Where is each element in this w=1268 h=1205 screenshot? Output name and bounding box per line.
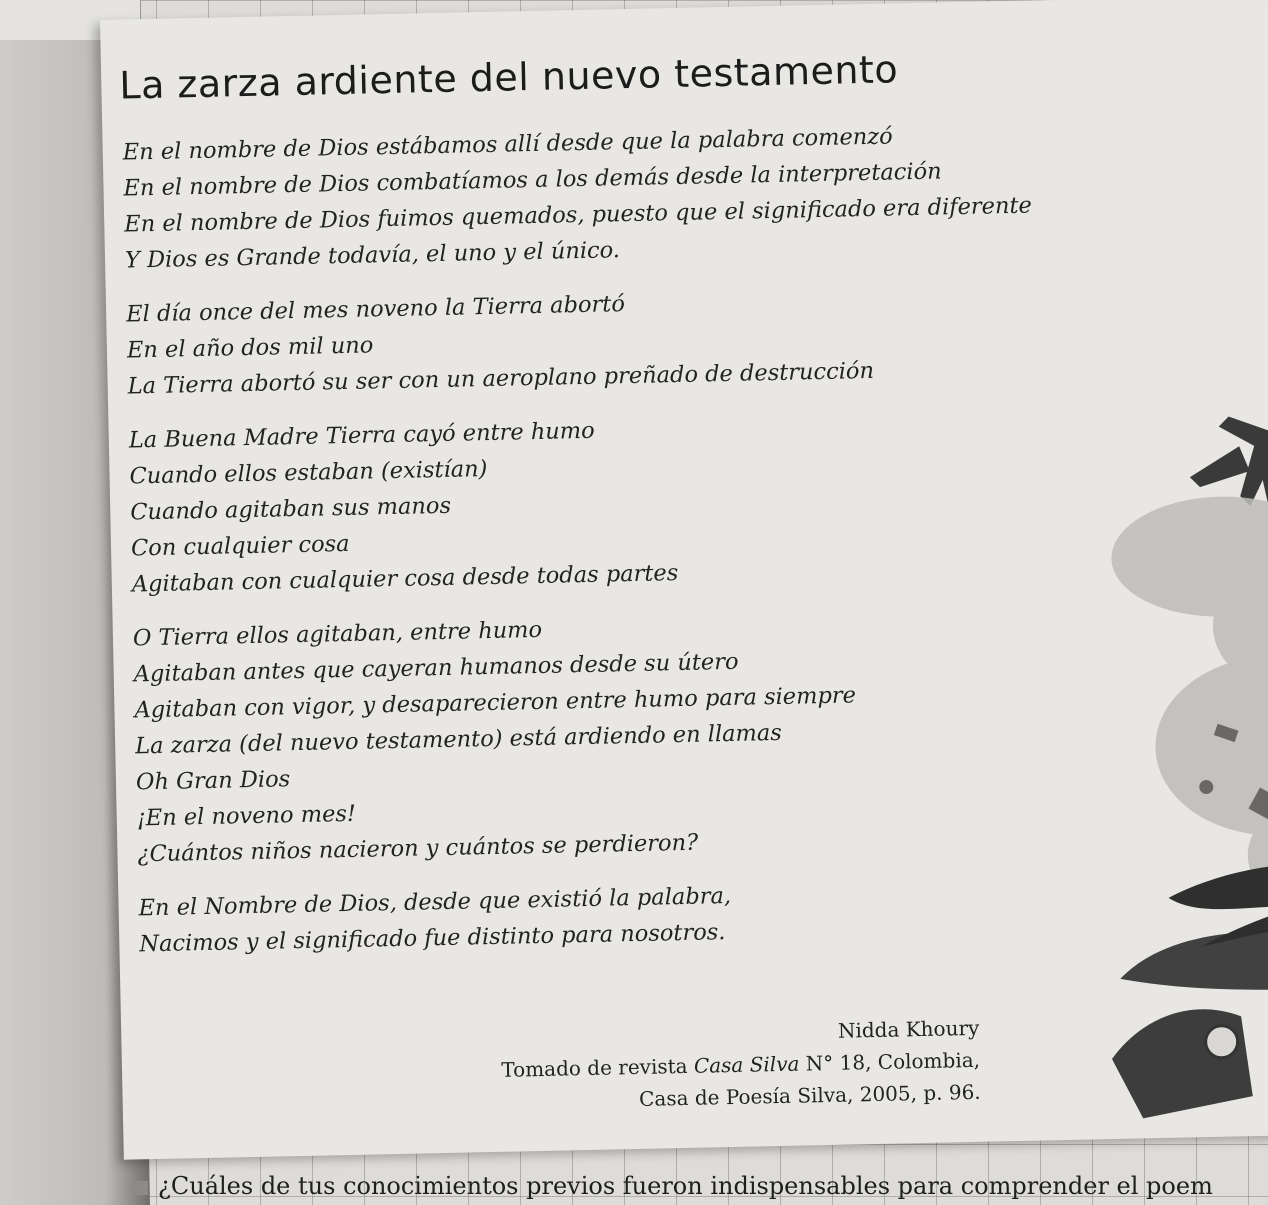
poem-line: En el nombre de Dios estábamos allí desde que la palabra comenzó: [122, 123, 893, 166]
poem-line: En el nombre de Dios combatíamos a los demás desde la interpretación: [123, 158, 942, 202]
poem-page: [100, 0, 1268, 1160]
poem-line: O Tierra ellos agitaban, entre humo: [132, 616, 543, 652]
stanza-2: [126, 278, 1008, 404]
stanza-4: [133, 602, 1018, 872]
question-label: ¿Cuáles de tus conocimientos previos fueron indispensables para comprender el poem: [158, 1172, 1213, 1200]
poem-body: [122, 116, 1033, 980]
poem-line: Agitaban antes que cayeran humanos desde su útero: [133, 648, 739, 688]
poem-line: Cuando ellos estaban (existían): [129, 455, 488, 490]
poem-line: Agitaban con cualquier cosa desde todas partes: [131, 560, 679, 598]
poem-line: Agitaban con vigor, y desaparecieron entre humo para siempre: [134, 682, 857, 724]
stanza-5: [138, 872, 1019, 962]
smoke-clouds: [1110, 493, 1268, 919]
poem-line: El día once del mes noveno la Tierra abortó: [125, 291, 626, 328]
question-bullet-icon: [132, 1181, 148, 1195]
poem-line: Y Dios es Grande todavía, el uno y el único.: [124, 237, 621, 274]
poem-line: Cuando agitaban sus manos: [130, 492, 452, 526]
airplane-icon: [1186, 313, 1268, 517]
figure-silhouette: [1108, 861, 1268, 1159]
poem-line: La zarza (del nuevo testamento) está ardiendo en llamas: [134, 719, 783, 760]
poem-line: ¿Cuántos niños nacieron y cuántos se perdieron?: [137, 829, 699, 868]
source-line: [501, 1048, 980, 1082]
poem-line: ¡En el noveno mes!: [136, 800, 357, 832]
stanza-1: [122, 116, 1033, 278]
poem-line: En el nombre de Dios fuimos quemados, puesto que el significado era diferente: [124, 192, 1033, 238]
poem-credits: [500, 1012, 981, 1118]
poem-line: Con cualquier cosa: [130, 530, 350, 562]
stanza-3: [128, 404, 1012, 602]
question-text: [132, 1172, 1268, 1200]
illustration: [1066, 293, 1268, 1159]
source-prefix: Tomado de revista: [501, 1053, 695, 1082]
poem-line: Oh Gran Dios: [135, 766, 291, 796]
poem-line: La Tierra abortó su ser con un aeroplano preñado de destrucción: [127, 357, 875, 400]
poem-line: La Buena Madre Tierra cayó entre humo: [128, 417, 595, 454]
poem-line: Nacimos y el significado fue distinto para nosotros.: [139, 919, 726, 958]
source-publisher: Casa de Poesía Silva, 2005, p. 96.: [638, 1079, 981, 1111]
author-name: Nidda Khoury: [837, 1015, 980, 1043]
source-issue: N° 18, Colombia,: [799, 1047, 981, 1076]
poem-line: En el año dos mil uno: [126, 332, 374, 364]
poem-title: La zarza ardiente del nuevo testamento: [118, 47, 899, 108]
source-magazine: Casa Silva: [693, 1051, 800, 1078]
poem-line: En el Nombre de Dios, desde que existió la palabra,: [138, 882, 732, 922]
